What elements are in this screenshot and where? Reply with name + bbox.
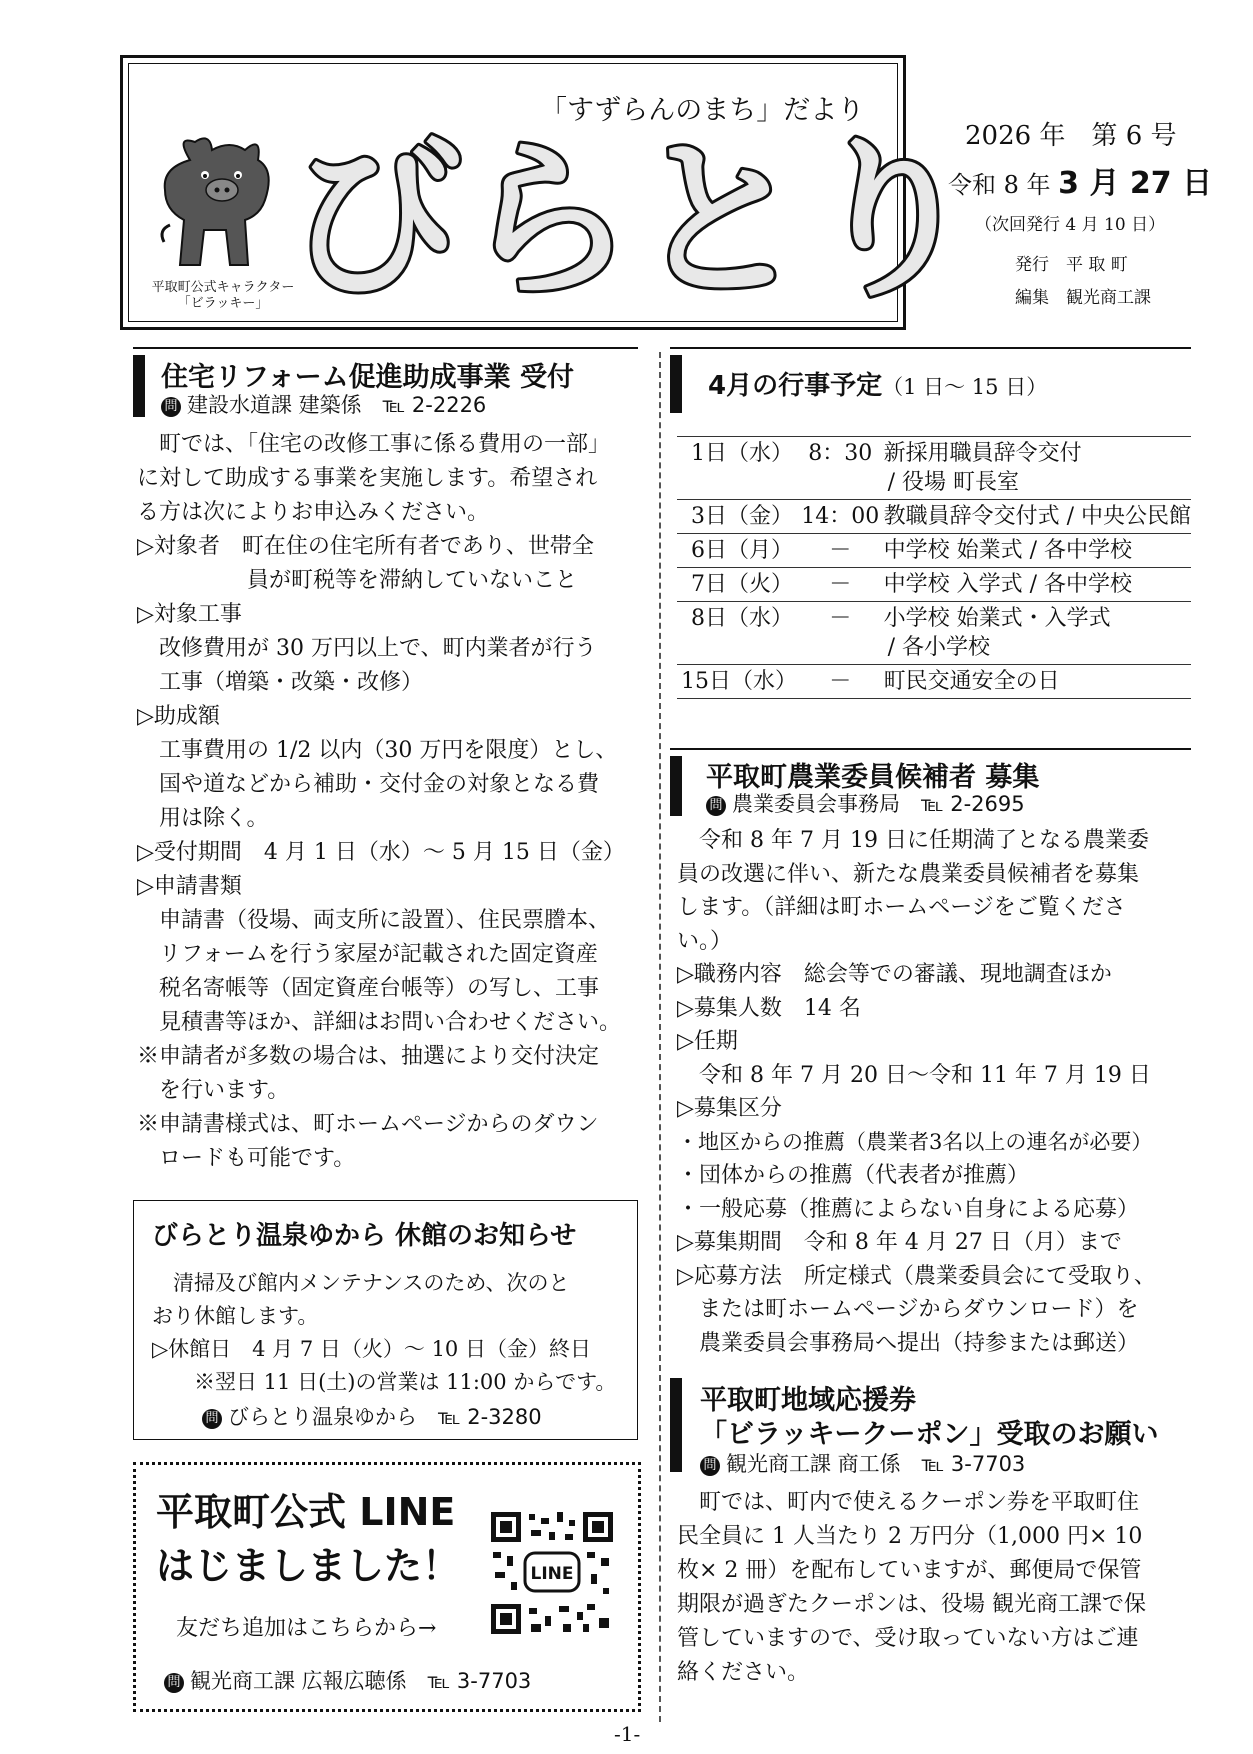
date-main: 3 月 27 日 xyxy=(1058,166,1213,201)
inquiry-icon: 問 xyxy=(706,796,726,816)
schedule-range: （1 日～ 15 日） xyxy=(882,375,1048,399)
text-line: します。（詳細は町ホームページをご覧くださ xyxy=(677,895,1126,920)
mascot-biraccky xyxy=(150,130,280,275)
text-line: 令和 8 年 7 月 20 日～令和 11 年 7 月 19 日 xyxy=(677,1062,1151,1088)
column-divider xyxy=(659,352,661,1722)
line-title-1: 平取町公式 LINE xyxy=(156,1490,456,1534)
schedule-event xyxy=(884,500,1191,534)
schedule-heading xyxy=(708,365,1047,402)
inquiry-icon: 問 xyxy=(700,1456,720,1476)
inquiry-icon: 問 xyxy=(202,1409,222,1429)
add-friend-link[interactable]: 友だち追加はこちらから→ xyxy=(176,1616,437,1641)
section-bar xyxy=(670,1378,682,1472)
date-prefix: 令和 8 年 xyxy=(948,171,1051,199)
text-line: 工事（増築・改築・改修） xyxy=(137,670,424,695)
coupon-title-1: 平取町地域応援券 xyxy=(700,1385,916,1416)
text-line: 改修費用が 30 万円以上で、町内業者が行う xyxy=(137,636,597,661)
reform-contact-text: 建設水道課 建築係 ℡ 2-2226 xyxy=(187,393,487,417)
text-line: 令和 8 年 7 月 19 日に任期満了となる農業委 xyxy=(677,828,1149,853)
schedule-row xyxy=(677,568,1191,602)
text-line: リフォームを行う家屋が記載された固定資産 xyxy=(137,942,598,967)
schedule-section-header xyxy=(670,347,1191,413)
text-line: ▷募集期間 令和 8 年 4 月 27 日（月）まで xyxy=(677,1230,1122,1255)
coupon-title-2: 「ビラッキークーポン」受取のお願い xyxy=(700,1419,1159,1450)
issue-date xyxy=(948,158,1212,202)
text-line: 町では、「住宅の改修工事に係る費用の一部」 xyxy=(137,432,611,457)
coupon-contact-text: 観光商工課 商工係 ℡ 3-7703 xyxy=(726,1452,1026,1476)
schedule-day: 3日（金） xyxy=(677,500,797,534)
text-line: 農業委員会事務局へ提出（持参または郵送） xyxy=(677,1330,1140,1356)
agri-title: 平取町農業委員候補者 募集 xyxy=(706,762,1040,793)
text-line: 清掃及び館内メンテナンスのため、次のと xyxy=(152,1271,570,1295)
text-line: ※翌日 11 日(土)の営業は 11:00 からです。 xyxy=(152,1370,617,1394)
schedule-row xyxy=(677,437,1191,500)
schedule-day: 1日（水） xyxy=(677,437,797,500)
agri-contact-text: 農業委員会事務局 ℡ 2-2695 xyxy=(732,792,1025,816)
masthead-tagline: 「すずらんのまち」だより xyxy=(540,95,865,126)
text-line: または町ホームページからダウンロード）を xyxy=(677,1297,1139,1322)
schedule-event xyxy=(884,665,1191,699)
line-title-2: はじましました！ xyxy=(156,1544,461,1588)
mascot-caption xyxy=(148,280,298,312)
agri-section-header xyxy=(670,748,1191,814)
text-line: ▷申請書類 xyxy=(137,874,242,899)
schedule-event xyxy=(884,602,1191,665)
text-line: ▷休館日 4 月 7 日（火）～ 10 日（金）終日 xyxy=(152,1337,591,1361)
text-line: 用は除く。 xyxy=(137,806,269,831)
text-line: ▷募集人数 14 名 xyxy=(677,995,861,1021)
text-line: る方は次によりお申込みください。 xyxy=(137,500,490,525)
onsen-title: びらとり温泉ゆから 休館のお知らせ xyxy=(152,1221,577,1251)
coupon-section-header xyxy=(670,1378,1191,1476)
schedule-table xyxy=(677,436,1191,699)
section-bar xyxy=(133,355,145,417)
schedule-time: － xyxy=(797,568,884,602)
agri-contact xyxy=(706,788,1025,818)
text-line: ▷受付期間 4 月 1 日（水）～ 5 月 15 日（金） xyxy=(137,840,625,865)
schedule-event-name: 小学校 始業式・入学式 xyxy=(883,606,1111,631)
text-line: ・一般応募（推薦によらない自身による応募） xyxy=(677,1196,1140,1222)
reform-title: 住宅リフォーム促進助成事業 受付 xyxy=(161,362,575,393)
schedule-day: 7日（火） xyxy=(677,568,797,602)
schedule-time: － xyxy=(797,534,884,568)
reform-contact xyxy=(161,389,486,419)
text-line: ▷助成額 xyxy=(137,704,220,729)
text-line: おり休館します。 xyxy=(152,1304,319,1328)
text-line: ※申請者が多数の場合は、抽選により交付決定 xyxy=(137,1044,600,1069)
text-line: 管していますので、受け取っていない方はご連 xyxy=(677,1626,1139,1651)
agri-body xyxy=(677,824,1156,1360)
schedule-event xyxy=(884,437,1191,500)
schedule-row xyxy=(677,665,1191,699)
qr-line-label: LINE xyxy=(530,1564,574,1584)
text-line: ▷職務内容 総会等での審議、現地調査ほか xyxy=(677,962,1112,987)
mascot-caption-line2: 「ビラッキー」 xyxy=(177,296,269,311)
onsen-notice-box xyxy=(133,1200,638,1440)
line-contact-text: 観光商工課 広報広聴係 ℡ 3-7703 xyxy=(190,1669,532,1693)
text-line: 民全員に 1 人当たり 2 万円分（1,000 円× 10 xyxy=(677,1524,1143,1549)
coupon-contact xyxy=(700,1448,1025,1478)
text-line: ▷応募方法 所定様式（農業委員会にて受取り、 xyxy=(677,1263,1156,1289)
schedule-event xyxy=(884,534,1191,568)
line-contact xyxy=(164,1665,531,1695)
schedule-row xyxy=(677,602,1191,665)
issue-number: 2026 年 第 6 号 xyxy=(965,121,1177,151)
reform-section-header xyxy=(133,347,638,415)
schedule-time: 8：30 xyxy=(797,437,884,500)
schedule-row xyxy=(677,534,1191,568)
onsen-body xyxy=(152,1267,616,1399)
schedule-event-name: 町民交通安全の日 xyxy=(883,669,1060,694)
mascot-caption-line1: 平取町公式キャラクター xyxy=(151,280,295,295)
editor: 編集 観光商工課 xyxy=(1015,288,1151,308)
text-line: 枚× 2 冊）を配布していますが、郵便局で保管 xyxy=(677,1558,1142,1583)
text-line: に対して助成する事業を実施します。希望され xyxy=(137,466,598,491)
text-line: 期限が過ぎたクーポンは、役場 観光商工課で保 xyxy=(677,1592,1146,1617)
schedule-event-name: 中学校 入学式 / 各中学校 xyxy=(883,572,1132,597)
text-line: 工事費用の 1/2 以内（30 万円を限度）とし、 xyxy=(137,738,618,763)
schedule-title: 4月の行事予定 xyxy=(708,371,883,401)
schedule-event-place: / 役場 町長室 xyxy=(887,470,1019,495)
newsletter-logo xyxy=(290,105,978,321)
coupon-body xyxy=(677,1486,1146,1690)
text-line: 申請書（役場、両支所に設置）、住民票謄本、 xyxy=(137,908,611,933)
page-number: -1- xyxy=(614,1722,641,1746)
schedule-row xyxy=(677,500,1191,534)
text-line: ▷対象工事 xyxy=(137,602,242,627)
text-line: 員の改選に伴い、新たな農業委員候補者を募集 xyxy=(677,861,1140,887)
schedule-event xyxy=(884,568,1191,602)
text-line: 員が町税等を滞納していないこと xyxy=(137,568,578,593)
text-line: 国や道などから補助・交付金の対象となる費 xyxy=(137,772,600,797)
logo-text: びらとり xyxy=(290,120,978,321)
schedule-time: － xyxy=(797,602,884,665)
text-line: 見積書等ほか、詳細はお問い合わせください。 xyxy=(137,1010,622,1035)
text-line: い。） xyxy=(677,928,733,954)
onsen-contact xyxy=(202,1401,542,1431)
text-line: 町では、町内で使えるクーポン券を平取町住 xyxy=(677,1490,1140,1515)
schedule-day: 6日（月） xyxy=(677,534,797,568)
text-line: ロードも可能です。 xyxy=(137,1146,356,1171)
section-bar xyxy=(670,355,682,413)
text-line: を行います。 xyxy=(137,1078,290,1103)
inquiry-icon: 問 xyxy=(164,1673,184,1693)
text-line: 税名寄帳等（固定資産台帳等）の写し、工事 xyxy=(137,976,600,1001)
text-line: ▷任期 xyxy=(677,1029,738,1054)
text-line: ※申請書様式は、町ホームページからのダウン xyxy=(137,1112,599,1137)
next-issue-date: （次回発行 4 月 10 日） xyxy=(975,215,1166,235)
schedule-day: 15日（水） xyxy=(677,665,797,699)
text-line: ▷募集区分 xyxy=(677,1096,782,1121)
schedule-time: － xyxy=(797,665,884,699)
text-line: ▷対象者 町在住の住宅所有者であり、世帯全 xyxy=(137,534,594,559)
schedule-event-name: 教職員辞令交付式 / 中央公民館 xyxy=(883,504,1191,529)
schedule-event-name: 新採用職員辞令交付 xyxy=(883,441,1082,466)
schedule-day: 8日（水） xyxy=(677,602,797,665)
text-line: ・地区からの推薦（農業者3名以上の連名が必要） xyxy=(677,1129,1153,1154)
schedule-event-name: 中学校 始業式 / 各中学校 xyxy=(883,538,1132,563)
text-line: 絡ください。 xyxy=(677,1660,810,1685)
section-bar xyxy=(670,756,682,816)
publisher: 発行 平 取 町 xyxy=(1015,255,1128,275)
onsen-contact-text: びらとり温泉ゆから ℡ 2-3280 xyxy=(228,1405,542,1429)
inquiry-icon: 問 xyxy=(161,397,181,417)
schedule-time: 14：00 xyxy=(797,500,884,534)
text-line: ・団体からの推薦（代表者が推薦） xyxy=(677,1163,1030,1188)
line-qr-code[interactable] xyxy=(487,1508,617,1638)
reform-body xyxy=(137,428,625,1176)
schedule-event-place: / 各小学校 xyxy=(887,635,990,660)
